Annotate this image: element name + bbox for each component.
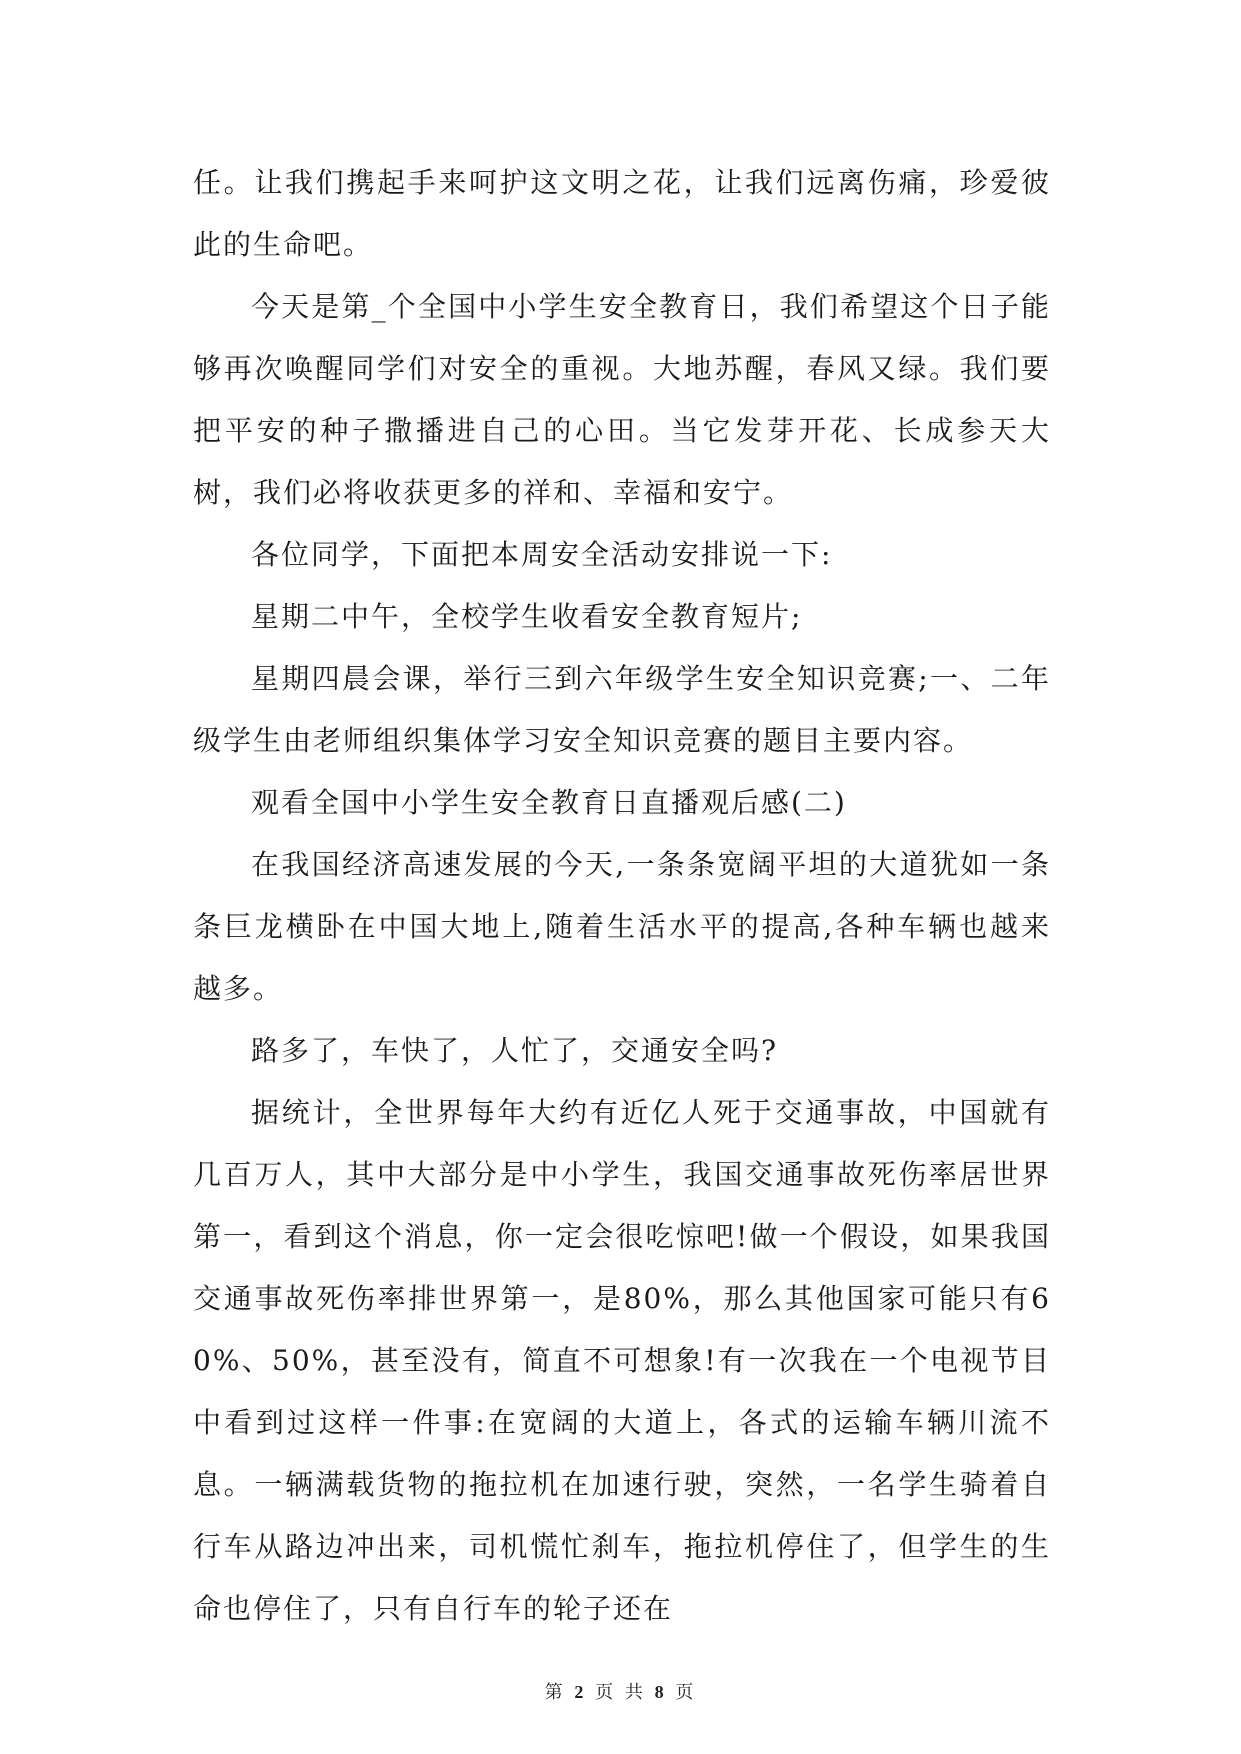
paragraph: 在我国经济高速发展的今天,一条条宽阔平坦的大道犹如一条条巨龙横卧在中国大地上,随着生活水平的提高,各种车辆也越来越多。 bbox=[193, 848, 1051, 1005]
paragraph: 星期四晨会课，举行三到六年级学生安全知识竞赛;一、二年级学生由老师组织集体学习安全知识竞赛的题目主要内容。 bbox=[193, 662, 1051, 757]
document-body bbox=[193, 152, 1051, 1640]
footer-middle: 页 共 bbox=[595, 1682, 646, 1703]
page-footer bbox=[0, 1678, 1241, 1704]
footer-prefix: 第 bbox=[544, 1682, 566, 1703]
paragraph: 路多了，车快了，人忙了，交通安全吗? bbox=[251, 1034, 779, 1067]
current-page-number: 2 bbox=[574, 1682, 587, 1702]
total-page-count: 8 bbox=[654, 1682, 667, 1702]
paragraph: 各位同学，下面把本周安全活动安排说一下: bbox=[251, 538, 833, 571]
paragraph: 据统计，全世界每年大约有近亿人死于交通事故，中国就有几百万人，其中大部分是中小学生，我国交通事故死伤率居世界第一，看到这个消息，你一定会很吃惊吧!做一个假设，如果我国交通事故死伤率排世界第一，是80%，那么其他国家可能只有60%、50%，甚至没有，简直不可想象!有一次我在一个电视节目中看到过这样一件事:在宽阔的大道上，各式的运输车辆川流不息。一辆满载货物的拖拉机在加速行驶，突然，一名学生骑着自行车从路边冲出来，司机慌忙刹车，拖拉机停住了，但学生的生命也停住了，只有自行车的轮子还在 bbox=[193, 1096, 1051, 1625]
paragraph: 星期二中午，全校学生收看安全教育短片; bbox=[251, 600, 803, 633]
paragraph: 任。让我们携起手来呵护这文明之花，让我们远离伤痛，珍爱彼此的生命吧。 bbox=[193, 166, 1051, 261]
section-heading: 观看全国中小学生安全教育日直播观后感(二) bbox=[251, 786, 847, 819]
footer-suffix: 页 bbox=[675, 1682, 697, 1703]
paragraph: 今天是第_个全国中小学生安全教育日，我们希望这个日子能够再次唤醒同学们对安全的重视。大地苏醒，春风又绿。我们要把平安的种子撒播进自己的心田。当它发芽开花、长成参天大树，我们必将收获更多的祥和、幸福和安宁。 bbox=[193, 290, 1051, 509]
